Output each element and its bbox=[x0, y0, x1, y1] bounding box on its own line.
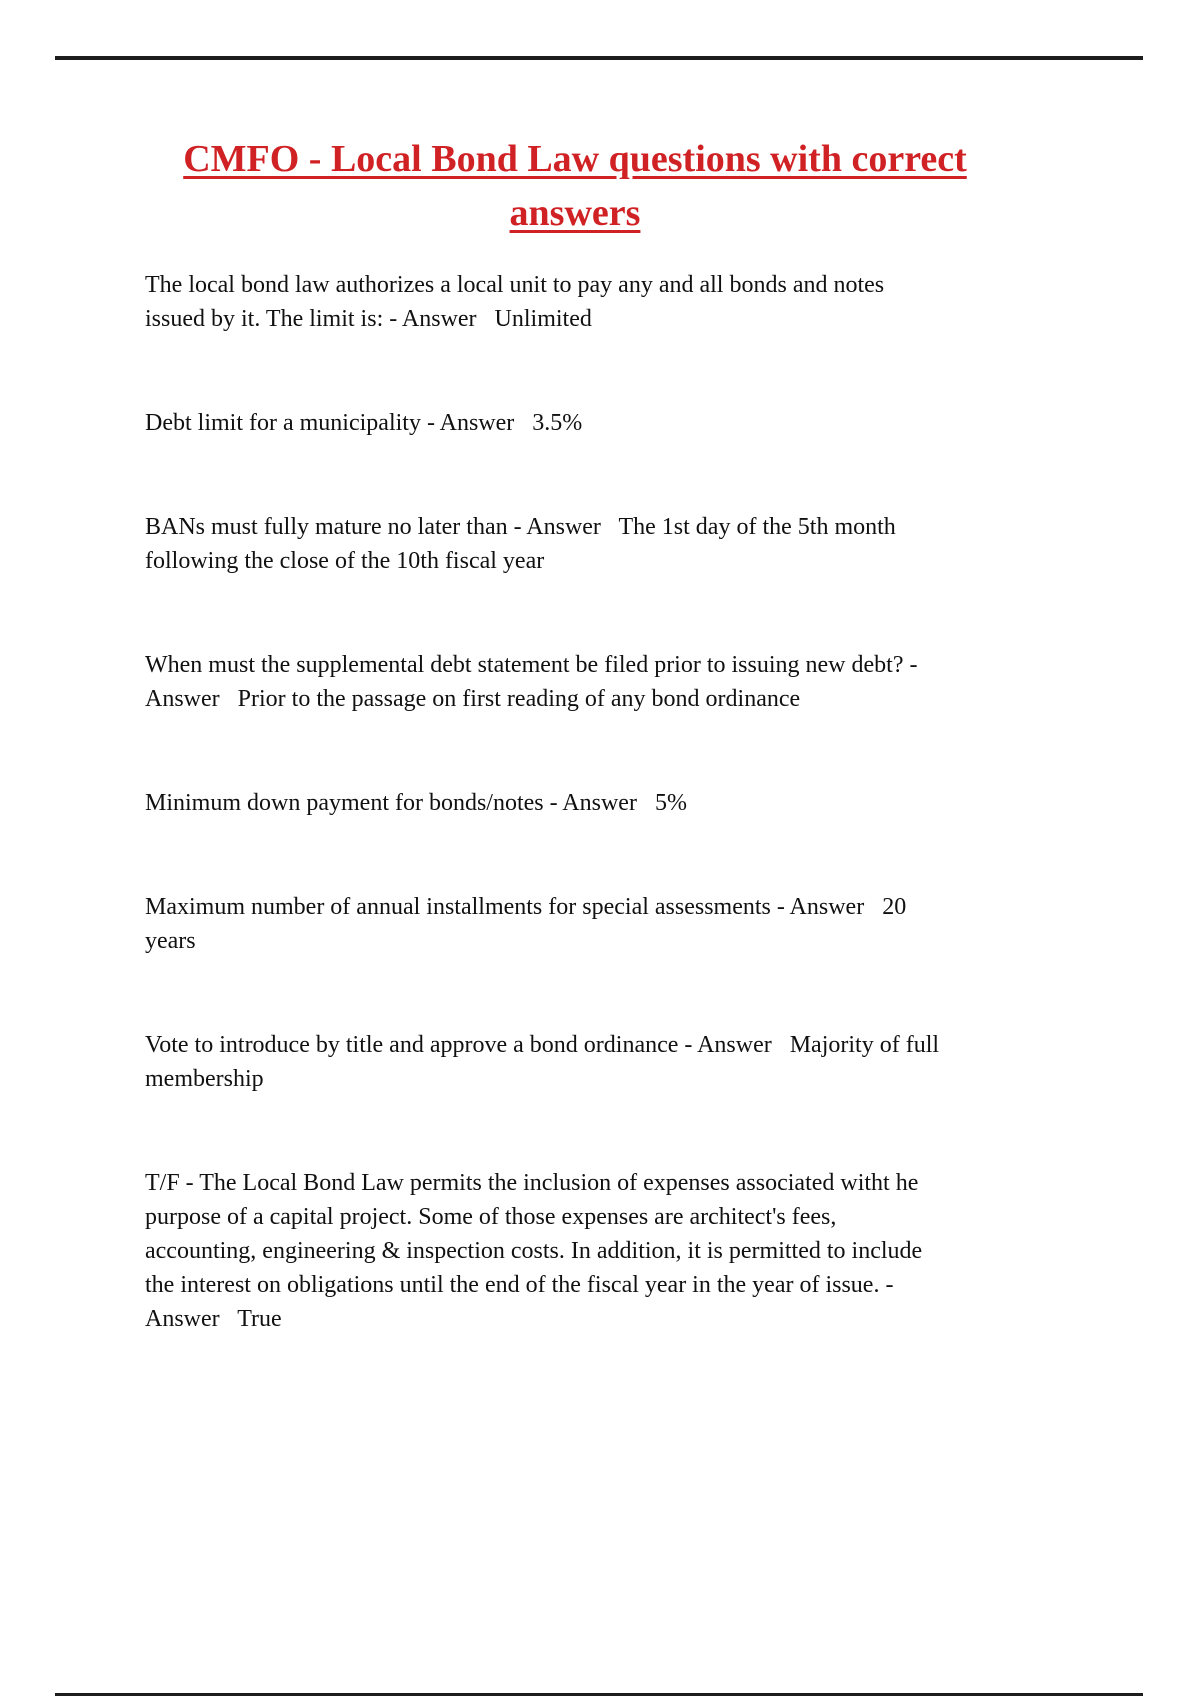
qa-paragraph bbox=[145, 268, 1005, 336]
qa-line: Answer Prior to the passage on first reading of any bond ordinance bbox=[145, 686, 801, 712]
qa-line: following the close of the 10th fiscal year bbox=[145, 548, 545, 574]
qa-line: issued by it. The limit is: - Answer Unlimited bbox=[145, 306, 592, 332]
bottom-rule bbox=[55, 1693, 1143, 1696]
qa-paragraph bbox=[145, 890, 1005, 958]
page-title bbox=[145, 132, 1005, 240]
qa-line: the interest on obligations until the end of the fiscal year in the year of issue. - bbox=[145, 1272, 894, 1298]
qa-line: The local bond law authorizes a local unit to pay any and all bonds and notes bbox=[145, 272, 885, 298]
qa-line: membership bbox=[145, 1066, 264, 1092]
qa-paragraph bbox=[145, 406, 1005, 440]
qa-line: accounting, engineering & inspection costs. In addition, it is permitted to include bbox=[145, 1238, 923, 1264]
qa-line: Answer True bbox=[145, 1306, 282, 1332]
qa-line: T/F - The Local Bond Law permits the inclusion of expenses associated witht he bbox=[145, 1170, 919, 1196]
page-title-line-2: answers bbox=[509, 192, 641, 234]
qa-paragraph bbox=[145, 786, 1005, 820]
qa-line: When must the supplemental debt statement be filed prior to issuing new debt? - bbox=[145, 652, 918, 678]
page-title-line-1: CMFO - Local Bond Law questions with correct bbox=[183, 138, 967, 180]
qa-line: BANs must fully mature no later than - Answer The 1st day of the 5th month bbox=[145, 514, 896, 540]
qa-line: Minimum down payment for bonds/notes - Answer 5% bbox=[145, 790, 687, 816]
document-content bbox=[145, 0, 1005, 1406]
qa-paragraph bbox=[145, 1166, 1005, 1336]
qa-paragraph bbox=[145, 648, 1005, 716]
qa-line: years bbox=[145, 928, 196, 954]
qa-line: Debt limit for a municipality - Answer 3.5% bbox=[145, 410, 583, 436]
qa-paragraph bbox=[145, 1028, 1005, 1096]
qa-line: purpose of a capital project. Some of those expenses are architect's fees, bbox=[145, 1204, 837, 1230]
qa-line: Vote to introduce by title and approve a bond ordinance - Answer Majority of full bbox=[145, 1032, 940, 1058]
qa-line: Maximum number of annual installments for special assessments - Answer 20 bbox=[145, 894, 907, 920]
qa-paragraph bbox=[145, 510, 1005, 578]
